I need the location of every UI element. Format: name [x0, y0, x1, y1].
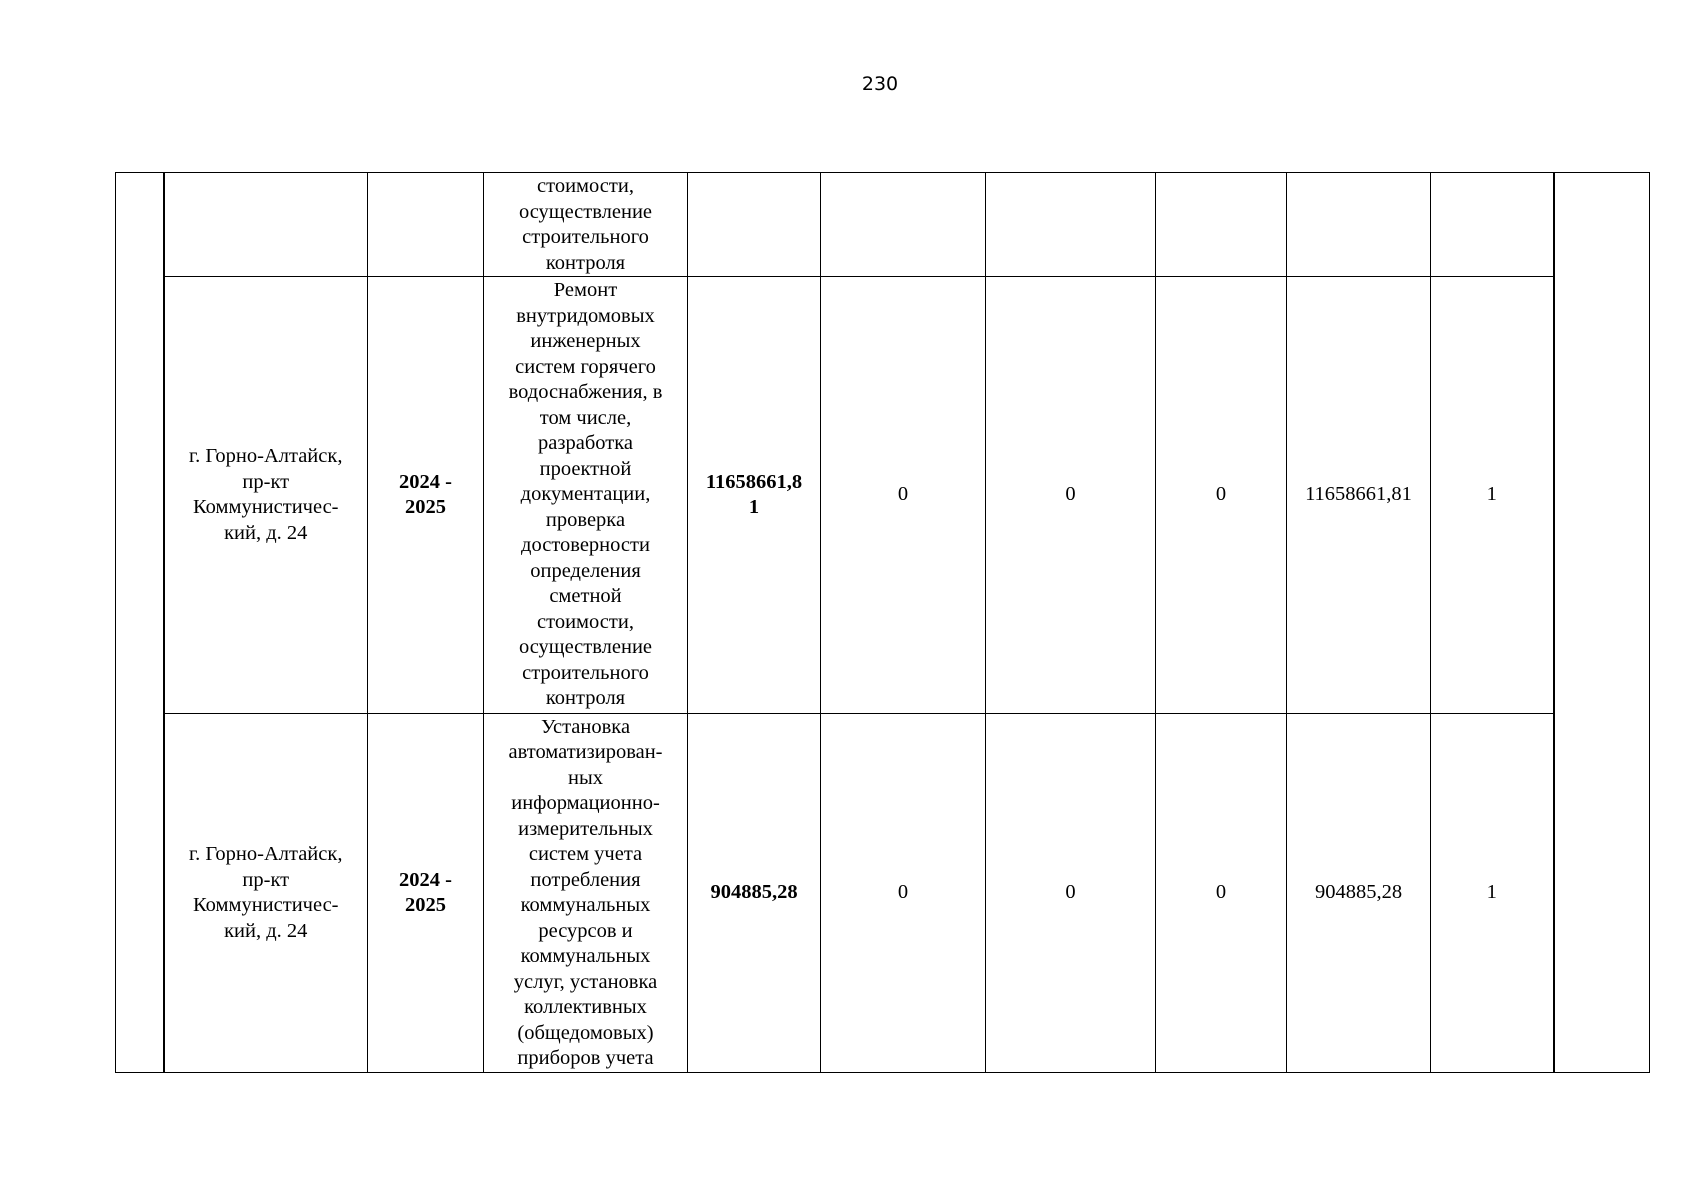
period-cell: [368, 277, 484, 714]
period-cell: [368, 714, 484, 1073]
table-row: [116, 714, 1650, 1073]
republic-budget-cell: 0: [986, 714, 1156, 1073]
owners-funds-cell: [1287, 173, 1431, 277]
period-text: 2024 - 2025: [399, 470, 452, 518]
total-cost-text: 11658661,8 1: [705, 470, 803, 518]
period-cell: [368, 173, 484, 277]
work-type-cell: [484, 714, 688, 1073]
period-text: 2024 - 2025: [399, 868, 452, 916]
fund-cell: 0: [821, 714, 986, 1073]
count-cell: [1431, 173, 1554, 277]
address-text: г. Горно-Алтайск, пр-кт Коммунистичес- кий, д. 24: [189, 843, 343, 942]
address-text: г. Горно-Алтайск, пр-кт Коммунистичес- кий, д. 24: [189, 445, 343, 544]
count-cell: 1: [1431, 714, 1554, 1073]
last-column-cell: [1554, 173, 1650, 1073]
table-row: [116, 277, 1650, 714]
work-type-cell: [484, 277, 688, 714]
work-type-text: стоимости, осуществление строительного контроля: [518, 175, 653, 274]
total-cost-cell: [688, 173, 821, 277]
total-cost-cell: [688, 714, 821, 1073]
total-cost-cell: [688, 277, 821, 714]
address-cell: [164, 173, 368, 277]
index-cell: [116, 173, 164, 1073]
republic-budget-cell: 0: [986, 277, 1156, 714]
work-type-text: Ремонт внутридомовых инженерных систем горячего водоснабжения, в том числе, разработка проектной документации, проверка достоверности определения сметной стоимости, осуществление строительного контроля: [508, 279, 663, 710]
page-number: 230: [861, 73, 899, 95]
work-type-text: Установка автоматизирован- ных информационно- измерительных систем учета потребления коммунальных ресурсов и коммунальных услуг, установка коллективных (общедомовых) приборов учета: [508, 715, 663, 1069]
work-type-cell: [484, 173, 688, 277]
owners-funds-cell: 904885,28: [1287, 714, 1431, 1073]
address-cell: [164, 714, 368, 1073]
address-cell: [164, 277, 368, 714]
fund-cell: 0: [821, 277, 986, 714]
owners-funds-cell: 11658661,81: [1287, 277, 1431, 714]
data-table: [115, 172, 1650, 1073]
table-row-continued: [116, 173, 1650, 277]
count-cell: 1: [1431, 277, 1554, 714]
local-budget-cell: 0: [1156, 714, 1287, 1073]
total-cost-text: 904885,28: [710, 881, 798, 904]
local-budget-cell: 0: [1156, 277, 1287, 714]
fund-cell: [821, 173, 986, 277]
local-budget-cell: [1156, 173, 1287, 277]
republic-budget-cell: [986, 173, 1156, 277]
